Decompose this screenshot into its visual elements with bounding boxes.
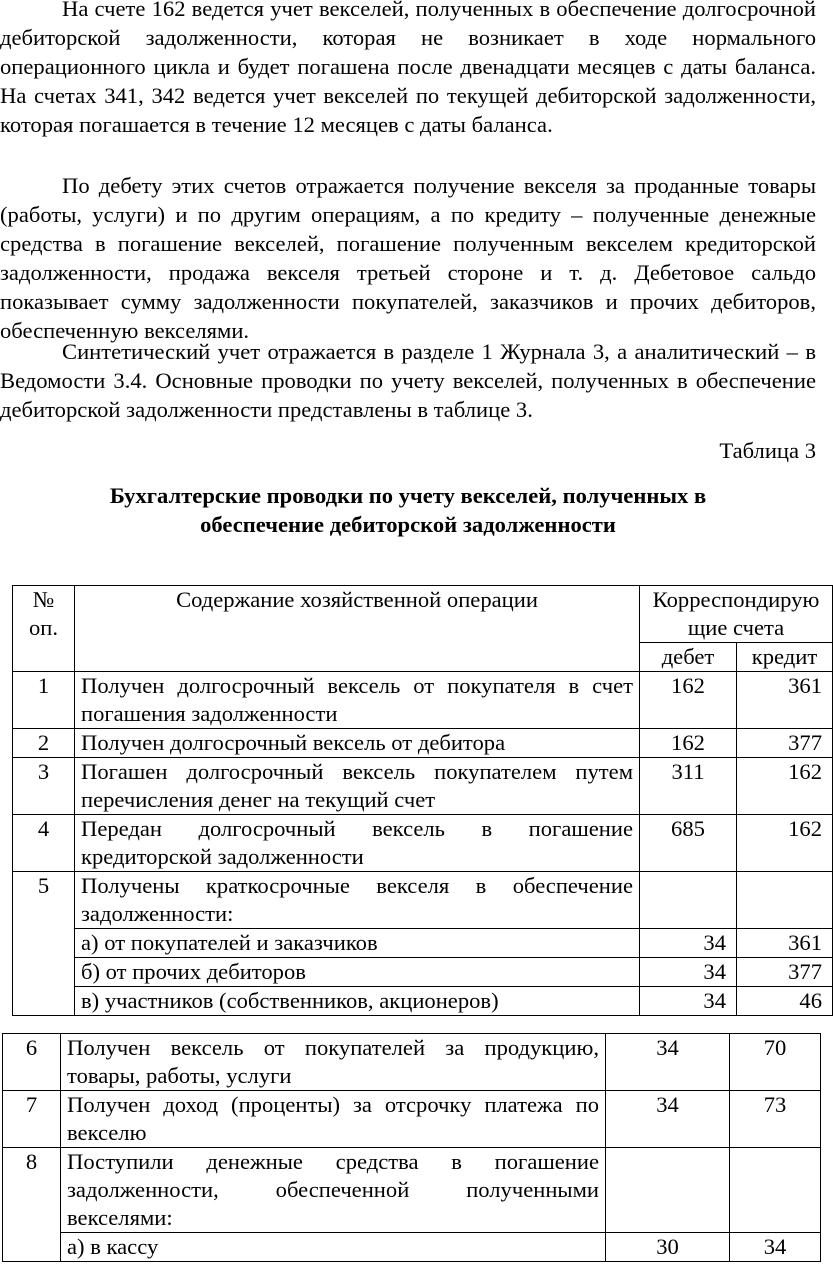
row-credit: 162 xyxy=(737,815,833,872)
row-text: Погашен долгосрочный вексель покупателем путем перечисления денег на текущий счет xyxy=(75,758,640,815)
table-row xyxy=(13,672,833,729)
table-row xyxy=(3,1091,821,1148)
row-num: 3 xyxy=(13,758,75,815)
row-text: Получен долгосрочный вексель от покупателя в счет погашения задолженности xyxy=(75,672,640,729)
table-subrow xyxy=(13,929,833,958)
subrow-credit: 377 xyxy=(737,958,833,987)
table-title-line-2: обеспечение дебиторской задолженности xyxy=(200,512,616,537)
row-credit: 70 xyxy=(730,1034,821,1091)
row-num: 7 xyxy=(3,1091,61,1148)
row-credit-empty xyxy=(730,1148,821,1233)
row-debit: 685 xyxy=(640,815,737,872)
table-title xyxy=(30,481,786,539)
header-debit: дебет xyxy=(640,643,737,672)
row-debit: 311 xyxy=(640,758,737,815)
row-debit: 34 xyxy=(606,1034,730,1091)
row-debit-empty xyxy=(606,1148,730,1233)
row-debit: 34 xyxy=(606,1091,730,1148)
subrow-credit: 361 xyxy=(737,929,833,958)
subrow-credit: 46 xyxy=(737,987,833,1016)
subrow-text: в) участников (собственников, акционеров) xyxy=(75,987,640,1016)
subrow-text: а) в кассу xyxy=(61,1233,606,1262)
table-title-line-1: Бухгалтерские проводки по учету векселей, полученных в xyxy=(109,483,707,508)
paragraph-3: Синтетический учет отражается в разделе 1 Журнала 3, а аналитический – в Ведомости 3.4. Основные проводки по учету векселей, полученных в обеспечение дебиторской задолженности представлены в таблице 3. xyxy=(0,339,816,422)
row-credit-empty xyxy=(737,872,833,929)
table-subrow xyxy=(3,1233,821,1262)
row-text: Поступили денежные средства в погашение задолженности, обеспеченной полученными векселями: xyxy=(61,1148,606,1233)
table-row xyxy=(13,729,833,758)
row-credit: 73 xyxy=(730,1091,821,1148)
row-num: 8 xyxy=(3,1148,61,1262)
row-debit: 162 xyxy=(640,672,737,729)
table-row xyxy=(3,1148,821,1233)
table-subrow xyxy=(13,987,833,1016)
row-text: Получен доход (проценты) за отсрочку платежа по векселю xyxy=(61,1091,606,1148)
subrow-debit: 34 xyxy=(640,987,737,1016)
subrow-debit: 30 xyxy=(606,1233,730,1262)
entries-table-part-2 xyxy=(2,1033,821,1262)
table-row xyxy=(3,1034,821,1091)
row-num: 2 xyxy=(13,729,75,758)
subrow-debit: 34 xyxy=(640,958,737,987)
header-content: Содержание хозяйственной операции xyxy=(75,586,640,672)
row-text: Получены краткосрочные векселя в обеспечение задолженности: xyxy=(75,872,640,929)
table-subrow xyxy=(13,958,833,987)
row-debit-empty xyxy=(640,872,737,929)
subrow-text: а) от покупателей и заказчиков xyxy=(75,929,640,958)
paragraph-2: По дебету этих счетов отражается получение векселя за проданные товары (работы, услуги) и по другим операциям, а по кредиту – полученные денежные средства в погашение векселей, погашение полученным векселем кредиторской задолженности, продажа векселя третьей стороне и т. д. Дебетовое сальдо показывает сумму задолженности покупателей, заказчиков и прочих дебиторов, обеспеченную векселями. xyxy=(0,173,816,343)
subrow-text: б) от прочих дебиторов xyxy=(75,958,640,987)
row-text: Получен долгосрочный вексель от дебитора xyxy=(75,729,640,758)
entries-table-part-1 xyxy=(12,585,833,1016)
row-credit: 162 xyxy=(737,758,833,815)
table-row xyxy=(13,815,833,872)
paragraph-1: На счете 162 ведется учет векселей, полученных в обеспечение долгосрочной дебиторской задолженности, которая не возникает в ходе нормального операционного цикла и будет погашена после двенадцати месяцев с даты баланса. На счетах 341, 342 ведется учет векселей по текущей дебиторской задолженности, которая погашается в течение 12 месяцев с даты баланса. xyxy=(0,0,816,137)
row-text: Получен вексель от покупателей за продукцию, товары, работы, услуги xyxy=(61,1034,606,1091)
row-num: 4 xyxy=(13,815,75,872)
header-credit: кредит xyxy=(737,643,833,672)
header-num: № оп. xyxy=(13,586,75,672)
row-num: 6 xyxy=(3,1034,61,1091)
table-row xyxy=(13,872,833,929)
row-credit: 361 xyxy=(737,672,833,729)
row-num: 1 xyxy=(13,672,75,729)
subrow-credit: 34 xyxy=(730,1233,821,1262)
subrow-debit: 34 xyxy=(640,929,737,958)
row-text: Передан долгосрочный вексель в погашение кредиторской задолженности xyxy=(75,815,640,872)
row-debit: 162 xyxy=(640,729,737,758)
table-number: Таблица 3 xyxy=(719,438,816,463)
row-credit: 377 xyxy=(737,729,833,758)
table-row xyxy=(13,758,833,815)
row-num: 5 xyxy=(13,872,75,1016)
header-accounts: Корреспондирующие счета xyxy=(640,586,833,643)
